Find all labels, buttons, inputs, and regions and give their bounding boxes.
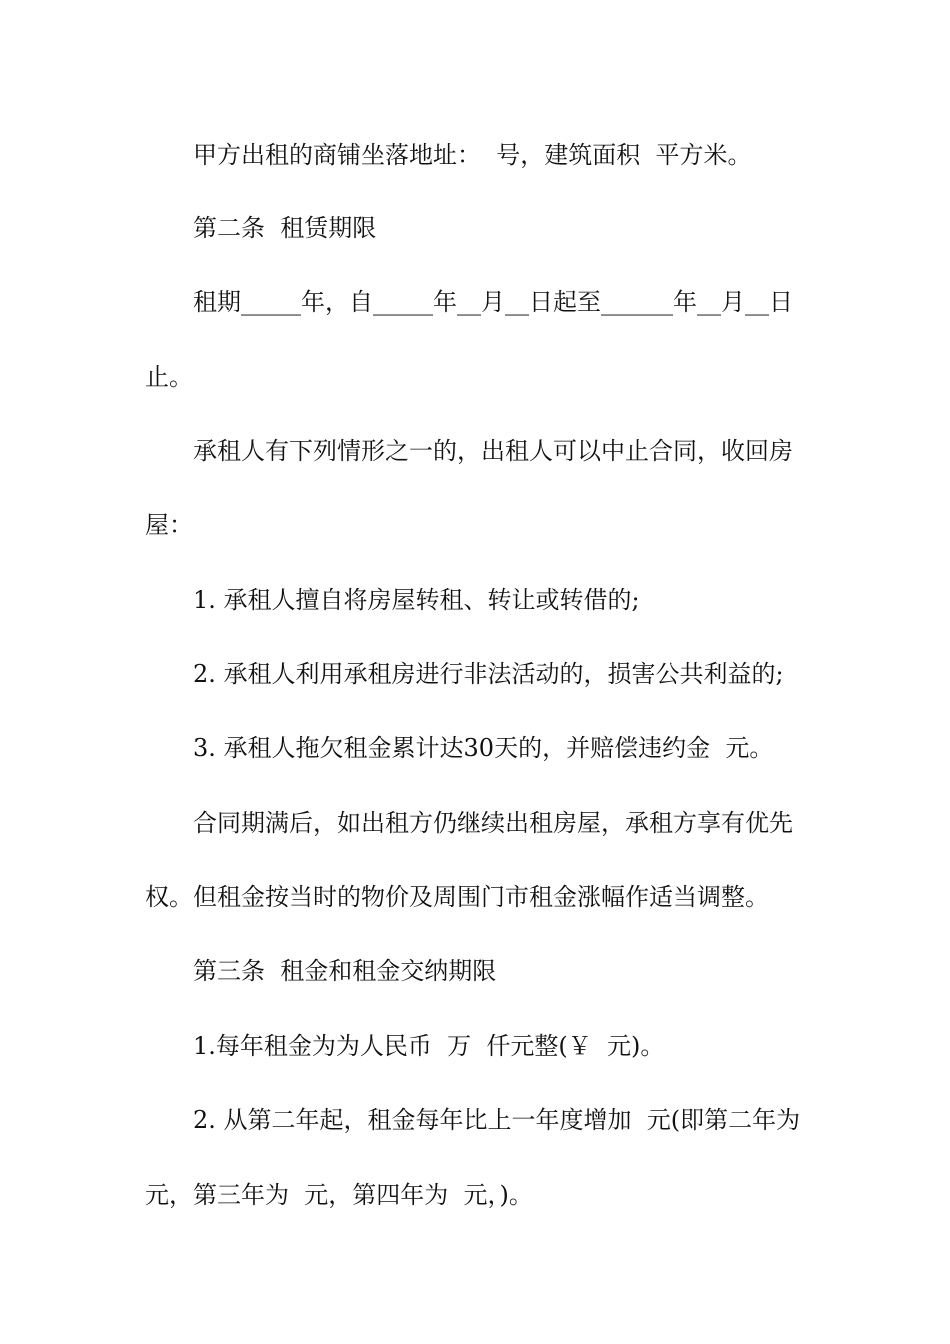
paragraph-termination-2: 屋：: [145, 511, 193, 539]
paragraph-renewal-2: 权。但租金按当时的物价及周围门市租金涨幅作适当调整。: [145, 883, 769, 911]
paragraph-shop-address: 甲方出租的商铺坐落地址： 号，建筑面积 平方米。: [193, 141, 752, 169]
list-item-2: 2. 承租人利用承租房进行非法活动的，损害公共利益的;: [193, 660, 784, 688]
list-item-3: 3. 承租人拖欠租金累计达30天的，并赔偿违约金 元。: [193, 734, 774, 762]
rent-item-1: 1.每年租金为为人民币 万 仟元整(￥ 元)。: [193, 1032, 665, 1060]
paragraph-lease-term-1: 租期_____年，自_____年__月__日起至______年__月__日: [193, 288, 793, 316]
rent-item-2-line-1: 2. 从第二年起，租金每年比上一年度增加 元(即第二年为: [193, 1106, 801, 1134]
heading-article-3: 第三条 租金和租金交纳期限: [193, 957, 497, 985]
list-item-1: 1. 承租人擅自将房屋转租、转让或转借的;: [193, 586, 640, 614]
paragraph-renewal-1: 合同期满后，如出租方仍继续出租房屋，承租方享有优先: [193, 809, 793, 837]
heading-article-2: 第二条 租赁期限: [193, 214, 377, 242]
paragraph-termination-1: 承租人有下列情形之一的，出租人可以中止合同，收回房: [193, 437, 793, 465]
rent-item-2-line-2: 元，第三年为 元，第四年为 元，)。: [145, 1181, 533, 1209]
paragraph-lease-term-2: 止。: [145, 363, 193, 391]
